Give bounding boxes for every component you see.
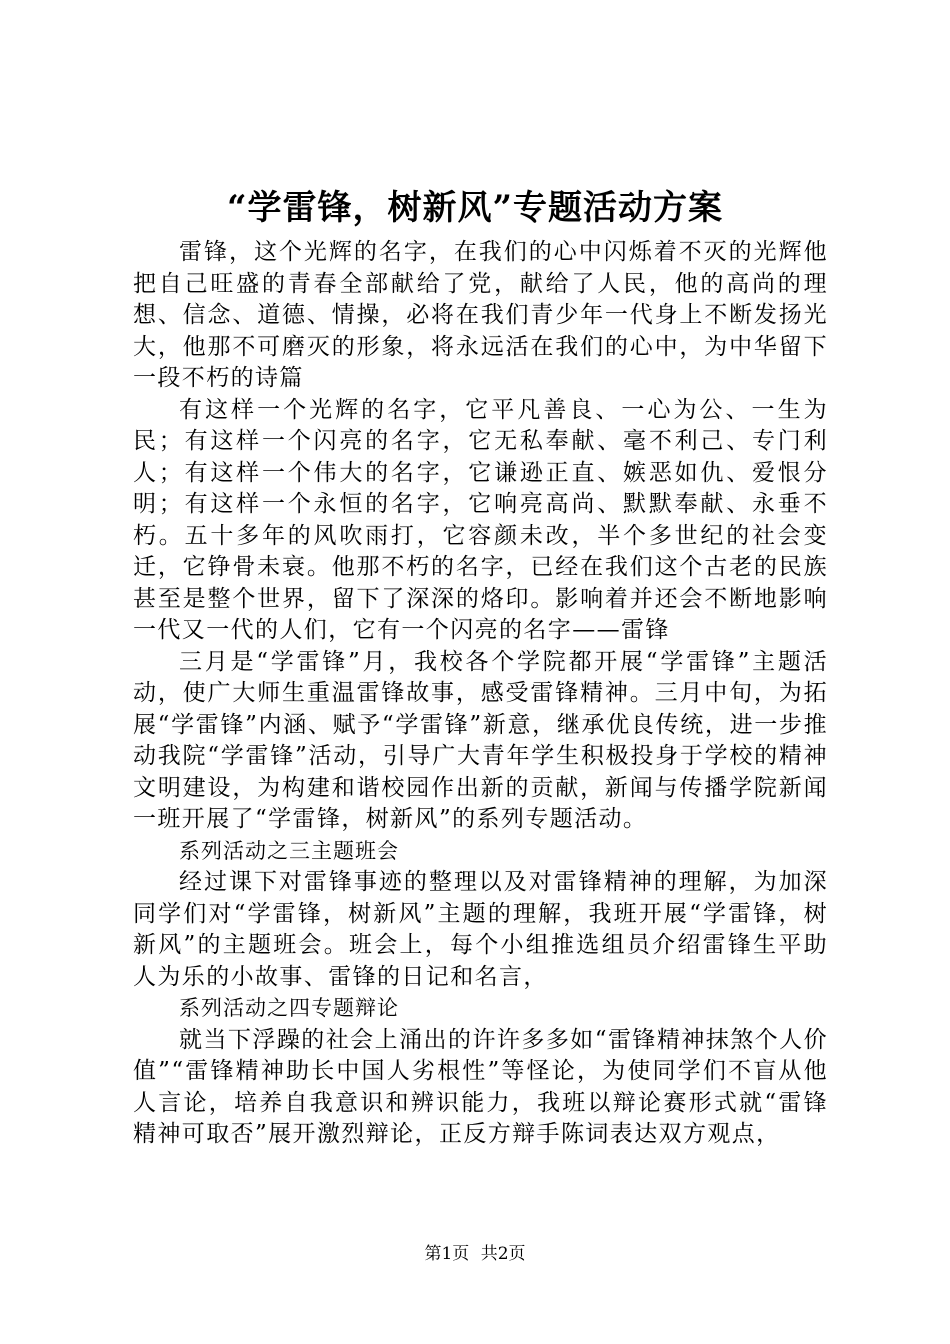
page-total: 共2页 xyxy=(480,1244,526,1264)
document-title: “学雷锋，树新风”专题活动方案 xyxy=(226,188,724,228)
paragraph-name-praise: 有这样一个光辉的名字，它平凡善良、一心为公、一生为民；有这样一个闪亮的名字，它无私奉献、毫不利己、专门利人；有这样一个伟大的名字，它谦逊正直、嫉恶如仇、爱恨分明；有这样一个永恒的名字，它响亮高尚、默默奉献、永垂不朽。五十多年的风吹雨打，它容颜未改，半个多世纪的社会变迁，它铮骨未衰。他那不朽的名字，已经在我们这个古老的民族甚至是整个世界，留下了深深的烙印。影响着并还会不断地影响一代又一代的人们，它有一个闪亮的名字——雷锋 xyxy=(133,396,828,643)
paragraph-intro: 雷锋，这个光辉的名字，在我们的心中闪烁着不灭的光辉他把自己旺盛的青春全部献给了党，献给了人民，他的高尚的理想、信念、道德、情操，必将在我们青少年一代身上不断发扬光大，他那不可磨灭的形象，将永远活在我们的心中，为中华留下一段不朽的诗篇 xyxy=(133,239,828,391)
paragraph-debate: 就当下浮躁的社会上涌出的许许多多如“雷锋精神抹煞个人价值”“雷锋精神助长中国人劣根性”等怪论，为使同学们不盲从他人言论，培养自我意识和辨识能力，我班以辩论赛形式就“雷锋精神可取否”展开激烈辩论，正反方辩手陈词表达双方观点， xyxy=(133,1026,828,1147)
paragraph-march-activity: 三月是“学雷锋”月，我校各个学院都开展“学雷锋”主题活动，使广大师生重温雷锋故事，感受雷锋精神。三月中旬，为拓展“学雷锋”内涵、赋予“学雷锋”新意，继承优良传统，进一步推动我院“学雷锋”活动，引导广大青年学生积极投身于学校的精神文明建设，为构建和谐校园作出新的贡献，新闻与传播学院新闻一班开展了“学雷锋，树新风”的系列专题活动。 xyxy=(133,648,828,832)
section-heading-class-meeting: 系列活动之三主题班会 xyxy=(179,838,399,863)
document-body xyxy=(133,237,828,1151)
section-heading-debate: 系列活动之四专题辩论 xyxy=(179,996,399,1020)
page-footer xyxy=(0,1240,950,1268)
paragraph-class-meeting: 经过课下对雷锋事迹的整理以及对雷锋精神的理解，为加深同学们对“学雷锋，树新风”主题的理解，我班开展“学雷锋，树新风”的主题班会。班会上，每个小组推选组员介绍雷锋生平助人为乐的小故事、雷锋的日记和名言， xyxy=(133,869,828,990)
page-number: 第1页 xyxy=(424,1244,470,1264)
